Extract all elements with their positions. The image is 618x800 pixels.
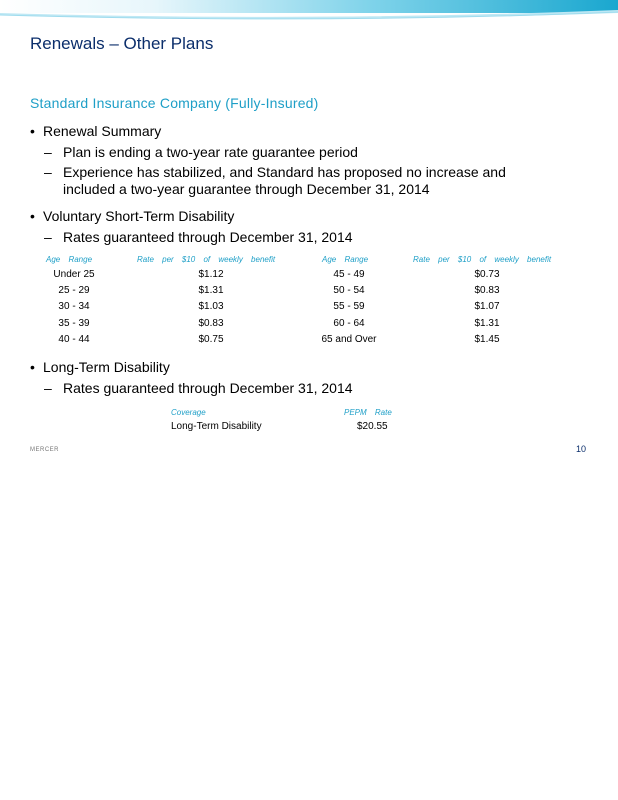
bullet-std-text: Voluntary Short-Term Disability <box>43 208 235 224</box>
sub-bullet-dash: – <box>44 144 52 160</box>
sub-bullet-plan-ending-text: Plan is ending a two-year rate guarantee period <box>63 144 358 160</box>
bullet-ltd-text: Long-Term Disability <box>43 359 170 375</box>
std-age-cell: 60 - 64 <box>333 317 365 329</box>
std-rate-cell: $1.07 <box>474 301 500 313</box>
std-age-cell: 55 - 59 <box>333 301 365 313</box>
std-age-cell: 40 - 44 <box>58 333 90 345</box>
std-age-cell: 50 - 54 <box>333 285 365 297</box>
sub-bullet-experience <box>44 164 554 198</box>
std-header-age-right: Age Range <box>322 255 369 264</box>
ltd-rate-cell: $20.55 <box>357 421 388 432</box>
std-rate-cell: $0.83 <box>198 317 224 329</box>
bullet-dot: • <box>30 208 35 224</box>
sub-bullet-ltd-guarantee-text: Rates guaranteed through December 31, 2014 <box>63 380 353 396</box>
std-header-age-left: Age Range <box>46 255 93 264</box>
std-age-cell: 45 - 49 <box>333 269 365 280</box>
sub-bullet-experience-text: Experience has stabilized, and Standard has proposed no increase and included a two-year guarantee through December 31, 2014 <box>63 164 506 197</box>
std-header-rate-left: Rate per $10 of weekly benefit <box>137 255 276 264</box>
std-age-cell: 25 - 29 <box>58 285 90 297</box>
bullet-dot: • <box>30 123 35 139</box>
sub-bullet-dash: – <box>44 229 52 245</box>
std-header-rate-right: Rate per $10 of weekly benefit <box>413 255 552 264</box>
std-rate-cell: $0.73 <box>474 269 500 280</box>
std-rate-cell: $1.31 <box>198 285 224 297</box>
sub-bullet-dash: – <box>44 380 52 396</box>
ltd-coverage-cell: Long-Term Disability <box>171 421 262 432</box>
std-rate-cell: $0.75 <box>198 333 224 345</box>
std-age-cell: 30 - 34 <box>58 301 90 313</box>
std-rate-cell: $1.31 <box>474 317 500 329</box>
sub-bullet-plan-ending <box>44 144 554 161</box>
bullet-renewal-summary-text: Renewal Summary <box>43 123 162 139</box>
slide-title: Renewals – Other Plans <box>30 34 214 53</box>
std-age-cell: 35 - 39 <box>58 317 90 329</box>
mercer-logo: MERCER <box>30 447 60 453</box>
page-number: 10 <box>576 444 587 454</box>
std-rate-cell: $1.45 <box>474 333 500 345</box>
std-rate-cell: $0.83 <box>474 285 500 297</box>
bullet-dot: • <box>30 359 35 375</box>
slide-subtitle: Standard Insurance Company (Fully-Insured) <box>30 95 319 111</box>
sub-bullet-ltd-guarantee <box>44 380 554 397</box>
ltd-header-coverage: Coverage <box>171 408 206 417</box>
std-age-cell: 65 and Over <box>321 333 377 345</box>
std-rate-cell: $1.03 <box>198 301 224 313</box>
sub-bullet-std-guarantee <box>44 229 554 246</box>
sub-bullet-dash: – <box>44 164 52 180</box>
std-rate-cell: $1.12 <box>198 269 224 280</box>
sub-bullet-std-guarantee-text: Rates guaranteed through December 31, 2014 <box>63 229 353 245</box>
std-age-cell: Under 25 <box>53 269 95 280</box>
top-decorative-band <box>0 0 618 20</box>
ltd-header-rate: PEPM Rate <box>344 408 392 417</box>
